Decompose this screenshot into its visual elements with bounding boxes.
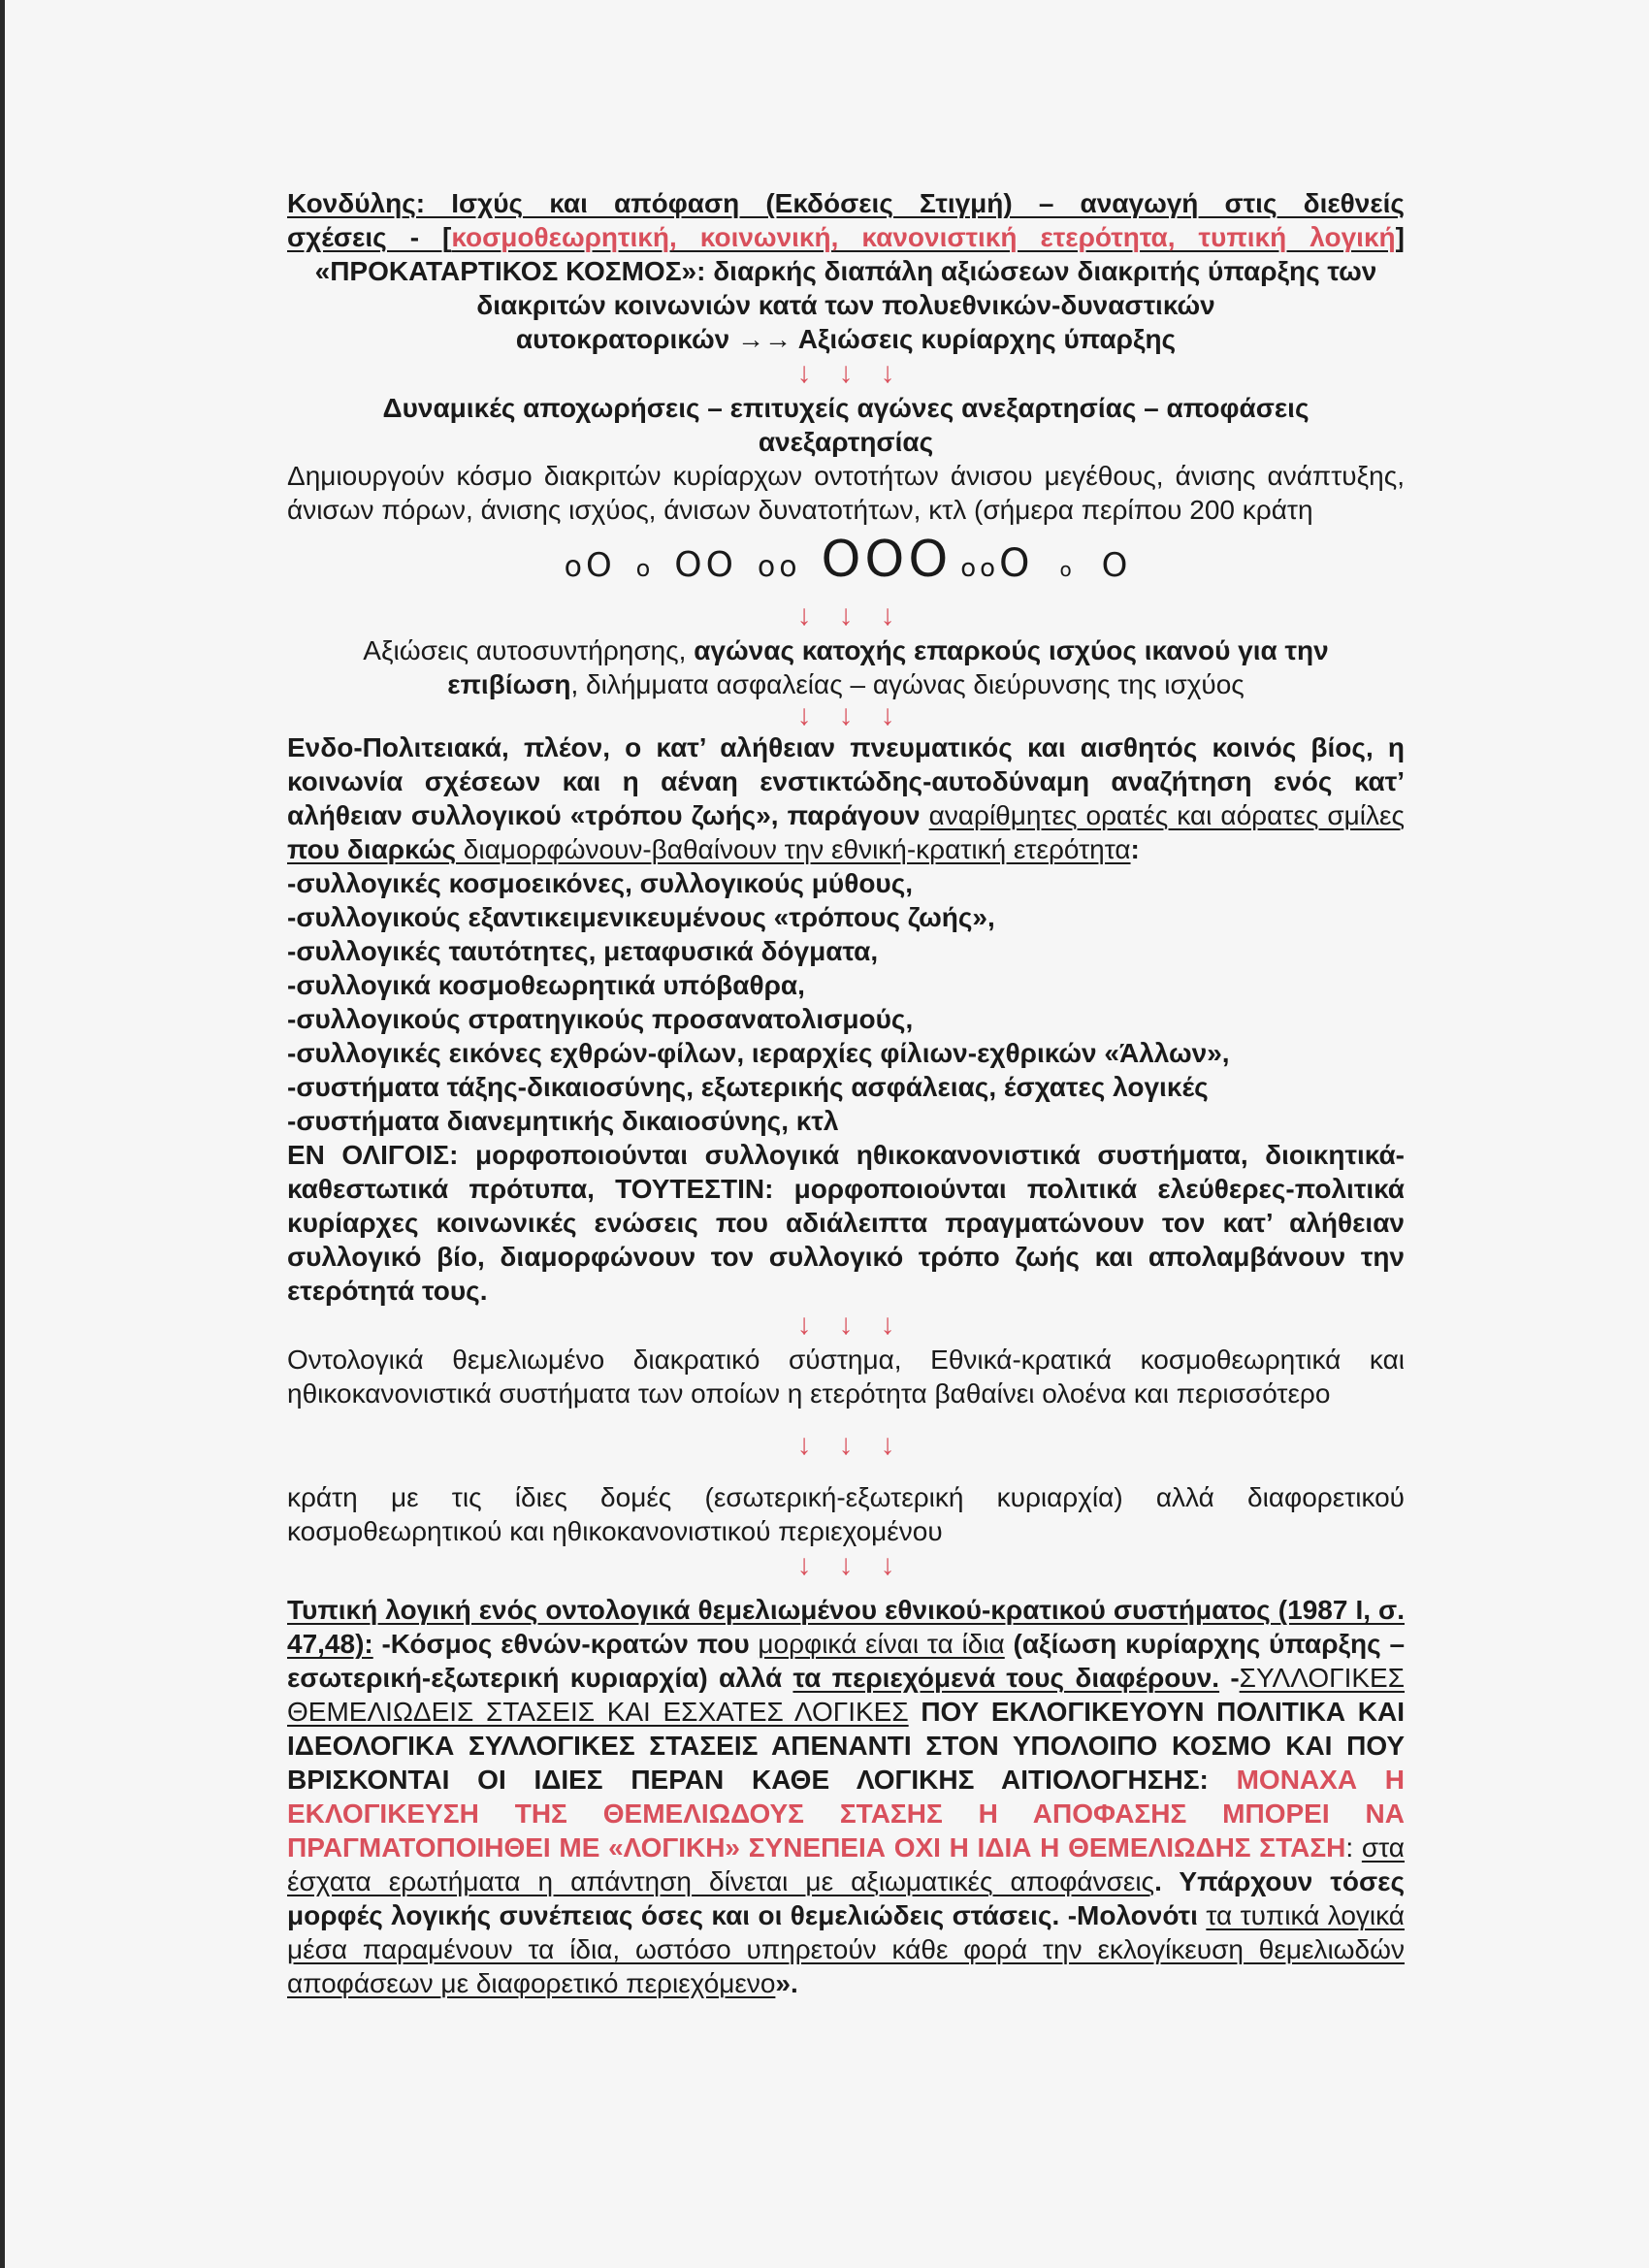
section2-heading: Δυναμικές αποχωρήσεις – επιτυχείς αγώνες ανεξαρτησίας – αποφάσεις ανεξαρτησίας (382, 393, 1310, 457)
down-arrow-icon: ↓ (880, 1549, 895, 1581)
down-arrow-icon: ↓ (796, 1309, 812, 1341)
title-line-2 (287, 220, 1405, 254)
arrow-group-4 (287, 1308, 1405, 1343)
section7-underlined-bold: τα περιεχόμενά τους διαφέρουν. (792, 1663, 1220, 1693)
intro-right: Αξιώσεις κυρίαρχης ύπαρξης (797, 324, 1177, 354)
state-circle: O (821, 531, 861, 589)
down-arrow-icon: ↓ (796, 1429, 812, 1461)
list-item: -συλλογικές ταυτότητες, μεταφυσικά δόγματα, (287, 936, 879, 966)
down-arrow-icon: ↓ (796, 599, 812, 632)
section7-end: ». (775, 1968, 798, 1998)
down-arrow-icon: ↓ (838, 1309, 854, 1341)
down-arrow-icon: ↓ (880, 599, 895, 632)
state-circle: o (960, 554, 977, 583)
section7-underlined-3: στα έσχατα ερωτήματα η απάντηση δίνεται με αξιωματικές αποφάνσεις (287, 1832, 1405, 1896)
state-circle: O (999, 541, 1030, 586)
section7-colon: : (1345, 1832, 1362, 1863)
section3-bold: αγώνας κατοχής επαρκούς ισχύος ικανού για την επιβίωση (447, 635, 1329, 699)
section7-heading: Τυπική λογική ενός οντολογικά θεμελιωμένου εθνικού-κρατικού συστήματος (1987 Ι, σ. 47,48): (287, 1595, 1405, 1659)
list-item: -συστήματα τάξης-δικαιοσύνης, εξωτερικής ασφάλειας, έσχατες λογικές (287, 1072, 1209, 1102)
title-keywords: κοσμοθεωρητική, κοινωνική, κανονιστική ετερότητα, τυπική λογική (451, 222, 1396, 252)
down-arrow-icon: ↓ (880, 699, 895, 731)
state-circle: O (1101, 546, 1128, 585)
document-page (287, 186, 1405, 2000)
intro-text: «ΠΡΟΚΑΤΑΡΤΙΚΟΣ ΚΟΣΜΟΣ»: διαρκής διαπάλη αξιώσεων διακριτής ύπαρξης των διακριτών κοινωνιών κατά των πολυεθνικών-δυναστικών (314, 256, 1377, 320)
state-circle: o (779, 550, 797, 584)
intro-conclusion (287, 322, 1405, 356)
down-arrow-icon: ↓ (838, 357, 854, 389)
arrow-group-5 (287, 1428, 1405, 1463)
down-arrow-icon: ↓ (796, 357, 812, 389)
state-circle: O (908, 531, 949, 589)
section3-text (287, 633, 1405, 701)
list-item: -συλλογικούς στρατηγικούς προσανατολισμούς, (287, 1004, 914, 1034)
down-arrow-icon: ↓ (838, 1429, 854, 1461)
section7-underlined-caps: ΣΥΛΛΟΓΙΚΕΣ ΘΕΜΕΛΙΩΔΕΙΣ ΣΤΑΣΕΙΣ ΚΑΙ ΕΣΧΑΤΕΣ ΛΟΓΙΚΕΣ (287, 1663, 1406, 1727)
section2-body: Δημιουργούν κόσμο διακριτών κυρίαρχων οντοτήτων άνισου μεγέθους, άνισης ανάπτυξης, άνισων πόρων, άνισης ισχύος, άνισων δυνατοτήτων, κτλ (σήμερα περίπου 200 κράτη (287, 461, 1405, 525)
section7-bold-4: . Υπάρχουν τόσες μορφές λογικής συνέπειας όσες και οι θεμελιώδεις στάσεις. -Μολονότι (287, 1866, 1406, 1930)
state-circle: o (980, 554, 996, 583)
section7-text (287, 1593, 1405, 2000)
arrow-group-1 (287, 356, 1405, 391)
section3-normal-1: Αξιώσεις αυτοσυντήρησης, (363, 635, 695, 665)
section7-bold-1: -Κόσμος εθνών-κρατών που (372, 1629, 759, 1659)
title-line-1: Κονδύλης: Ισχύς και απόφαση (Εκδόσεις Στιγμή) – αναγωγή στις διεθνείς (287, 188, 1405, 218)
section4-underlined-bold: που διαρκώς (287, 834, 457, 864)
down-arrow-icon: ↓ (796, 699, 812, 731)
arrow-group-2 (287, 599, 1405, 633)
state-circle: o (1059, 558, 1072, 581)
state-circle: o (564, 550, 582, 584)
state-circle: o (757, 550, 776, 584)
section7-red-emphasis: ΜΟΝΑΧΑ Η ΕΚΛΟΓΙΚΕΥΣΗ ΤΗΣ ΘΕΜΕΛΙΩΔΟΥΣ ΣΤΑΣΗΣ Η ΑΠΟΦΑΣΗΣ ΜΠΟΡΕΙ ΝΑ ΠΡΑΓΜΑΤΟΠΟΙΗΘΕΙ ΜΕ «ΛΟΓΙΚΗ» ΣΥΝΕΠΕΙΑ ΟΧΙ Η ΙΔΙΑ Η ΘΕΜΕΛΙΩΔΗΣ ΣΤΑΣΗ (287, 1765, 1405, 1863)
section4-underlined-1: αναρίθμητες ορατές και αόρατες σμίλες (928, 800, 1405, 830)
list-item: -συλλογικές κοσμοεικόνες, συλλογικούς μύθους, (287, 868, 914, 898)
list-item: -συλλογικές εικόνες εχθρών-φίλων, ιεραρχίες φίλιων-εχθρικών «Άλλων», (287, 1038, 1230, 1068)
down-arrow-icon: ↓ (880, 1309, 895, 1341)
section4-underlined-2: διαμορφώνουν-βαθαίνουν την εθνική-κρατική ετερότητα (456, 834, 1131, 864)
section7-underlined-4: τα τυπικά λογικά μέσα παραμένουν τα ίδια, ωστόσο υπηρετούν κάθε φορά την εκλογίκευση θεμελιωδών αποφάσεων με διαφορετικό περιεχόμενο (287, 1900, 1405, 1998)
collective-list (287, 866, 1405, 1138)
state-circle: o (635, 555, 651, 582)
scan-edge (0, 0, 5, 2268)
list-item: -συλλογικούς εξαντικειμενικευμένους «τρόπους ζωής», (287, 902, 995, 932)
section4-bold-intro: Ενδο-Πολιτειακά, πλέον, ο κατ’ αλήθειαν πνευματικός και αισθητός κοινός βίος, η κοινωνία σχέσεων και η αέναη ενστικτώδης-αυτοδύναμη αναζήτηση ενός κατ’ αλήθειαν συλλογικού «τρόπου ζωής», παράγουν (287, 732, 1405, 830)
section4-summary: ΕΝ ΟΛΙΓΟΙΣ: μορφοποιούνται συλλογικά ηθικοκανονιστικά συστήματα, διοικητικά-καθεστωτικά πρότυπα, ΤΟΥΤΕΣΤΙΝ: μορφοποιούνται πολιτικά ελεύθερες-πολιτικά κυρίαρχες κοινωνικές ενώσεις που αδιάλειπτα πραγματώνουν τον κατ’ αλήθειαν συλλογικό βίο, διαμορφώνουν τον συλλογικό τρόπο ζωής και απολαμβάνουν την ετερότητά τους. (287, 1140, 1405, 1306)
down-arrow-icon: ↓ (838, 1549, 854, 1581)
list-item: -συστήματα διανεμητικής δικαιοσύνης, κτλ (287, 1106, 839, 1136)
state-circle: O (674, 545, 702, 585)
state-circle: O (705, 545, 733, 585)
arrow-group-6 (287, 1548, 1405, 1583)
title-suffix: ] (1395, 222, 1405, 252)
down-arrow-icon: ↓ (880, 357, 895, 389)
title-prefix: σχέσεις - [ (287, 222, 452, 252)
section3-normal-2: , διλήμματα ασφαλείας – αγώνας διεύρυνσης της ισχύος (570, 669, 1245, 699)
section6-body: κράτη με τις ίδιες δομές (εσωτερική-εξωτερική κυριαρχία) αλλά διαφορετικού κοσμοθεωρητικού και ηθικοκανονιστικού περιεχομένου (287, 1482, 1405, 1546)
section4-intro (287, 730, 1405, 866)
section7-underlined-1: μορφικά είναι τα ίδια (758, 1629, 1005, 1659)
section4-colon: : (1130, 834, 1140, 864)
state-circle: O (586, 546, 612, 585)
down-arrow-icon: ↓ (880, 1429, 895, 1461)
double-arrow-icon: →→ (736, 324, 792, 354)
down-arrow-icon: ↓ (796, 1549, 812, 1581)
list-item: -συλλογικά κοσμοθεωρητικά υπόβαθρα, (287, 970, 805, 1000)
states-circles (287, 531, 1405, 593)
section7-dash: - (1219, 1663, 1240, 1693)
arrow-group-3 (287, 701, 1405, 730)
section7-bold-2: (αξίωση κυρίαρχης ύπαρξης – εσωτερική-εξωτερική κυριαρχία) αλλά (287, 1629, 1406, 1693)
section5-body: Οντολογικά θεμελιωμένο διακρατικό σύστημα, Εθνικά-κρατικά κοσμοθεωρητικά και ηθικοκανονιστικά συστήματα των οποίων η ετερότητα βαθαίνει ολοένα και περισσότερο (287, 1345, 1405, 1409)
down-arrow-icon: ↓ (838, 599, 854, 632)
section7-bold-caps: ΠΟΥ ΕΚΛΟΓΙΚΕΥΟΥΝ ΠΟΛΙΤΙΚΑ ΚΑΙ ΙΔΕΟΛΟΓΙΚΑ ΣΥΛΛΟΓΙΚΕΣ ΣΤΑΣΕΙΣ ΑΠΕΝΑΝΤΙ ΣΤΟΝ ΥΠΟΛΟΙΠΟ ΚΟΣΜΟ ΚΑΙ ΠΟΥ ΒΡΙΣΚΟΝΤΑΙ ΟΙ ΙΔΙΕΣ ΠΕΡΑΝ ΚΑΘΕ ΛΟΓΙΚΗΣ ΑΙΤΙΟΛΟΓΗΣΗΣ: (287, 1697, 1405, 1795)
intro-left: αυτοκρατορικών (515, 324, 730, 354)
down-arrow-icon: ↓ (838, 699, 854, 731)
state-circle: O (864, 531, 905, 589)
